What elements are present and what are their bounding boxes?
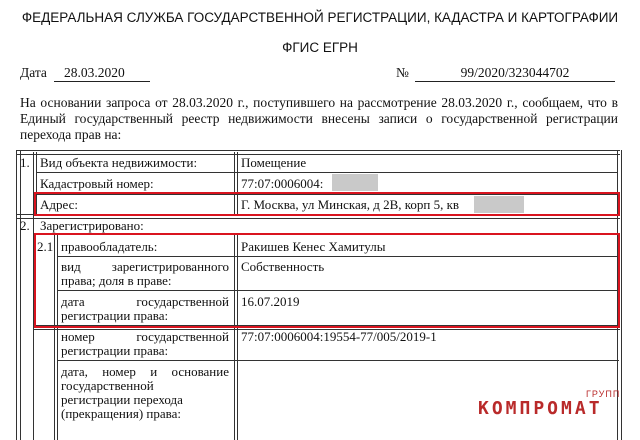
right-type-label-line1: вид зарегистрированного <box>61 259 229 274</box>
system-title: ФГИС ЕГРН <box>282 40 358 55</box>
table-row-line <box>57 360 619 361</box>
right-type-label-line2: права; доля в праве: <box>61 273 172 288</box>
address-value: Г. Москва, ул Минская, д 2В, корп 5, кв <box>241 197 460 212</box>
object-type-label: Вид объекта недвижимости: <box>40 155 198 170</box>
address-highlight-box <box>34 192 620 216</box>
section-number: 2. <box>20 218 30 233</box>
table-row-line <box>36 172 618 173</box>
transfer-label-line2: государственной <box>61 378 154 393</box>
watermark-sub: ГРУПП <box>586 389 621 399</box>
reg-number-value: 77:07:0006004:19554-77/005/2019-1 <box>241 329 437 344</box>
reg-number-label-line1: номер государственной <box>61 329 229 344</box>
registered-heading: Зарегистрировано: <box>40 218 144 233</box>
section-number: 1. <box>20 155 30 170</box>
watermark-main: КОМПРОМАТ <box>478 398 603 419</box>
registration-highlight-box <box>34 233 620 328</box>
reg-date-label-line2: регистрации права: <box>61 308 169 323</box>
reg-number-label-line2: регистрации права: <box>61 343 169 358</box>
reg-date-label-line1: дата государственной <box>61 294 229 309</box>
holder-value: Ракишев Кенес Хамитулы <box>241 239 386 254</box>
intro-paragraph: На основании запроса от 28.03.2020 г., поступившего на рассмотрение 28.03.2020 г., сообщаем, что в Единый государственный реестр недвижимости внесены записи о государственной регистрации перехода прав на: <box>20 95 618 142</box>
cadastral-value: 77:07:0006004: <box>241 176 324 191</box>
table-border-left <box>16 150 21 440</box>
transfer-label-line3: регистрации перехода <box>61 392 183 407</box>
holder-label: правообладатель: <box>61 239 158 254</box>
agency-title: ФЕДЕРАЛЬНАЯ СЛУЖБА ГОСУДАРСТВЕННОЙ РЕГИСТРАЦИИ, КАДАСТРА И КАРТОГРАФИИ <box>21 10 619 25</box>
date-label: Дата <box>20 65 47 80</box>
number-label: № <box>396 65 409 80</box>
address-label: Адрес: <box>40 197 78 212</box>
transfer-label-line4: (прекращения) права: <box>61 406 181 421</box>
cadastral-label: Кадастровый номер: <box>40 176 154 191</box>
date-value: 28.03.2020 <box>54 65 150 82</box>
object-type-value: Помещение <box>241 155 307 170</box>
right-type-value: Собственность <box>241 259 325 274</box>
subsection-number: 2.1 <box>37 239 54 254</box>
redaction-block <box>332 174 378 191</box>
reg-date-value: 16.07.2019 <box>241 294 300 309</box>
number-value: 99/2020/323044702 <box>415 65 615 82</box>
transfer-label-line1: дата, номер и основание <box>61 364 229 379</box>
